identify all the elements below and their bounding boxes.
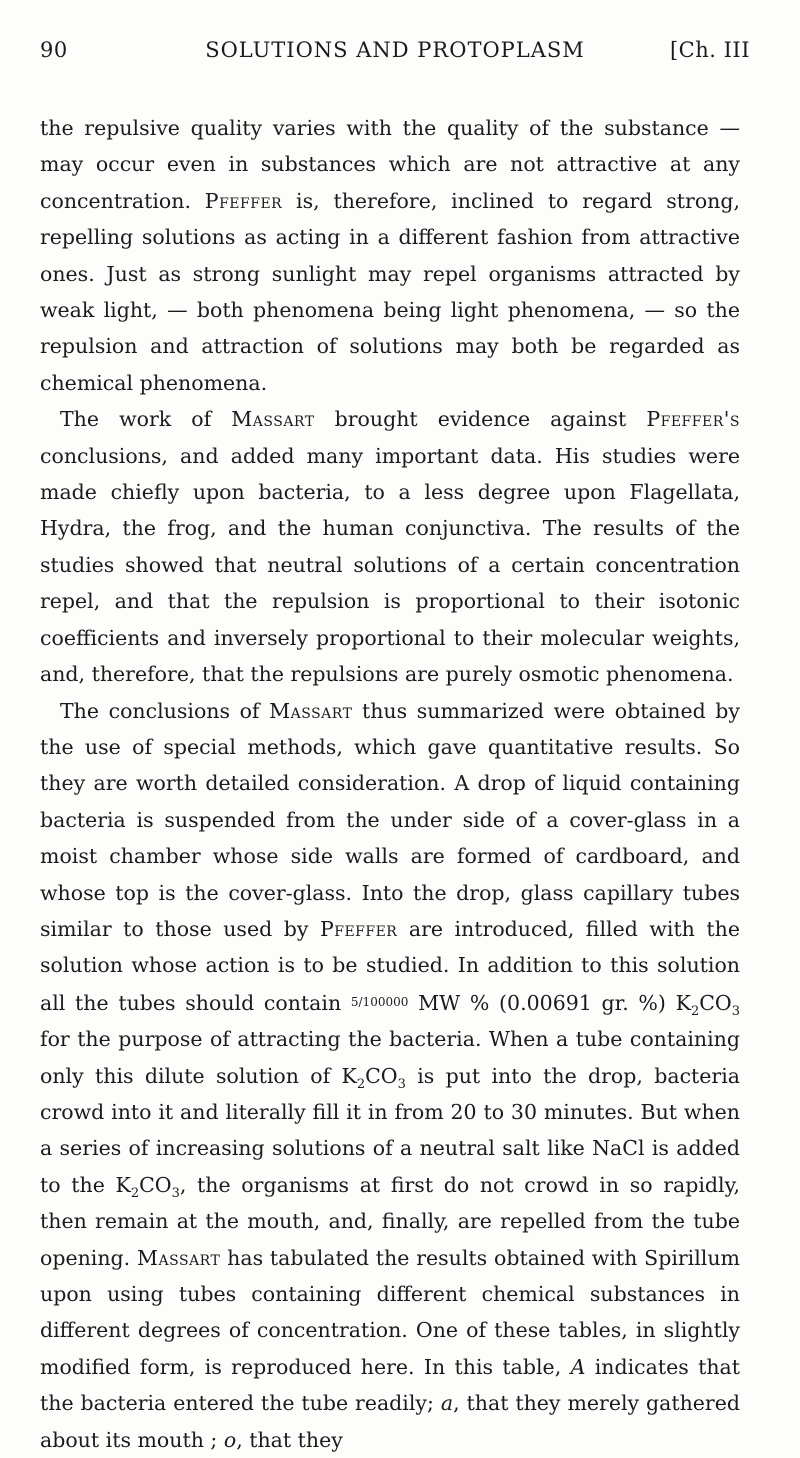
author-name: Massart xyxy=(269,699,352,723)
text-run: brought evidence against xyxy=(315,407,647,431)
text-run: The conclusions of xyxy=(60,699,269,723)
subscript: 3 xyxy=(732,1004,740,1019)
symbol-o: o xyxy=(224,1428,236,1452)
text-run: indicates that the bacteria entered the tube readily; xyxy=(40,1355,740,1415)
chapter-label: [Ch. III xyxy=(670,38,750,62)
paragraph-3 xyxy=(40,693,740,1458)
symbol-A: A xyxy=(571,1355,586,1379)
text-run: MW % (0.00691 gr. %) K xyxy=(408,991,691,1015)
text-run: , that they merely gathered about its mouth ; xyxy=(40,1391,740,1451)
subscript: 3 xyxy=(398,1077,406,1092)
text-run: are introduced, filled with the solution whose action is to be studied. In addition to this solution all the tubes should contain xyxy=(40,917,740,1015)
text-run: is, therefore, inclined to regard strong, repelling solutions as acting in a different fashion from attractive ones. Just as strong sunlight may repel organisms attracted by weak light, — both phenomena being light phenomena, — so the repulsion and attraction of solutions may both be regarded as chemical phenomena. xyxy=(40,189,740,395)
page-number: 90 xyxy=(40,38,68,62)
author-name: Massart xyxy=(231,407,314,431)
body-text xyxy=(40,110,740,1458)
author-name: Pfeffer xyxy=(320,917,397,941)
subscript: 2 xyxy=(131,1186,139,1201)
text-run: CO xyxy=(365,1064,398,1088)
text-run: has tabulated the results obtained with Spirillum upon using tubes containing different chemical substances in different degrees of concentration. One of these tables, in slightly modified form, is reproduced here. In this table, xyxy=(40,1246,740,1379)
fraction: 5/100000 xyxy=(351,995,409,1009)
text-run: CO xyxy=(699,991,732,1015)
paragraph-2 xyxy=(40,401,740,692)
running-title: SOLUTIONS AND PROTOPLASM xyxy=(40,38,750,62)
subscript: 2 xyxy=(691,1004,699,1019)
text-run: , the organisms at first do not crowd in so rapidly, then remain at the mouth, and, finally, are repelled from the tube opening. xyxy=(40,1173,740,1270)
text-run: conclusions, and added many important data. His studies were made chiefly upon bacteria, to a less degree upon Flagellata, Hydra, the frog, and the human conjunctiva. The results of the studies showed that neutral solutions of a certain concentration repel, and that the repulsion is proportional to their isotonic coefficients and inversely proportional to their molecular weights, and, therefore, that the repulsions are purely osmotic phenomena. xyxy=(40,444,740,686)
author-name: Pfeffer's xyxy=(646,407,740,431)
text-run: thus summarized were obtained by the use of special methods, which gave quantitative results. So they are worth detailed consideration. A drop of liquid containing bacteria is suspended from the under side of a cover-glass in a moist chamber whose side walls are formed of cardboard, and whose top is the cover-glass. Into the drop, glass capillary tubes similar to those used by xyxy=(40,699,740,941)
author-name: Massart xyxy=(137,1246,220,1270)
author-name: Pfeffer xyxy=(205,189,282,213)
text-run: , that they xyxy=(236,1428,343,1452)
text-run: CO xyxy=(139,1173,172,1197)
symbol-a: a xyxy=(441,1391,453,1415)
paragraph-1 xyxy=(40,110,740,401)
subscript: 3 xyxy=(172,1186,180,1201)
text-run: the repulsive quality varies with the quality of the substance — may occur even in substances which are not attractive at any concentration. xyxy=(40,116,740,213)
text-run: The work of xyxy=(60,407,231,431)
text-run: is put into the drop, bacteria crowd into it and literally fill it in from 20 to 30 minutes. But when a series of increasing solutions of a neutral salt like NaCl is added to the K xyxy=(40,1064,740,1197)
text-run: for the purpose of attracting the bacteria. When a tube containing only this dilute solution of K xyxy=(40,1027,740,1087)
subscript: 2 xyxy=(357,1077,365,1092)
